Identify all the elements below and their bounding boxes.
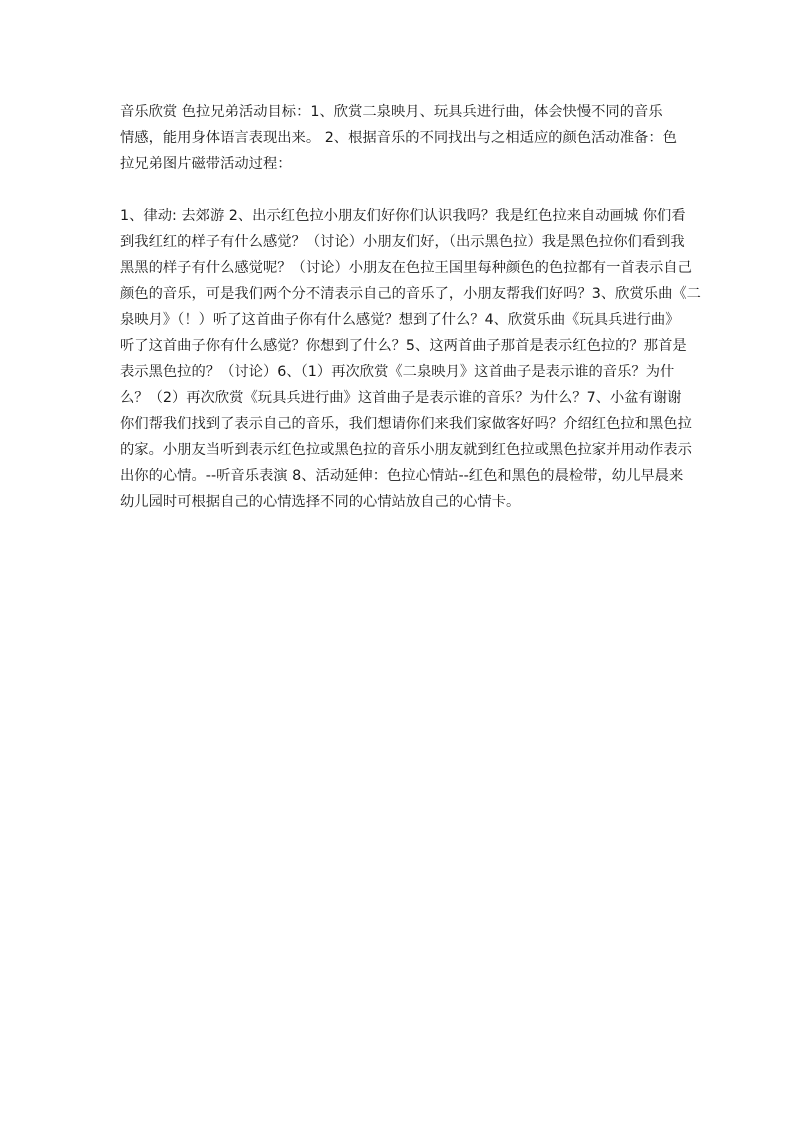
text-line: 颜色的音乐，可是我们两个分不清表示自己的音乐了，小朋友帮我们好吗？3、欣赏乐曲《二 — [120, 286, 701, 302]
text-line: 幼儿园时可根据自己的心情选择不同的心情站放自己的心情卡。 — [120, 494, 521, 510]
text-line: 表示黑色拉的？（讨论）6、（1）再次欣赏《二泉映月》这首曲子是表示谁的音乐？为什 — [120, 364, 675, 380]
text-line: 1、律动: 去郊游 2、出示红色拉小朋友们好你们认识我吗？我是红色拉来自动画城 你们看 — [120, 208, 686, 224]
text-line: 泉映月》（！）听了这首曲子你有什么感觉？想到了什么？4、欣赏乐曲《玩具兵进行曲》 — [120, 312, 680, 328]
text-line: 到我红红的样子有什么感觉？（讨论）小朋友们好，（出示黑色拉）我是黑色拉你们看到我 — [120, 234, 685, 250]
paragraph-spacer — [120, 177, 676, 203]
text-line: 情感，能用身体语言表现出来。 2、根据音乐的不同找出与之相适应的颜色活动准备：色 — [120, 130, 677, 146]
paragraph-2 — [120, 203, 701, 515]
text-line: 你们帮我们找到了表示自己的音乐，我们想请你们来我们家做客好吗？介绍红色拉和黑色拉 — [120, 416, 692, 432]
text-line: 音乐欣赏 色拉兄弟活动目标：1、欣赏二泉映月、玩具兵进行曲，体会快慢不同的音乐 — [120, 104, 663, 120]
text-line: 拉兄弟图片磁带活动过程： — [120, 156, 292, 172]
text-line: 黑黑的样子有什么感觉呢？（讨论）小朋友在色拉王国里每种颜色的色拉都有一首表示自己 — [120, 260, 692, 276]
text-line: 出你的心情。--听音乐表演 8、活动延伸：色拉心情站--红色和黑色的晨检带，幼儿早晨来 — [120, 468, 684, 484]
text-line: 听了这首曲子你有什么感觉？你想到了什么？5、这两首曲子那首是表示红色拉的？那首是 — [120, 338, 687, 354]
paragraph-1 — [120, 99, 676, 177]
text-line: 的家。小朋友当听到表示红色拉或黑色拉的音乐小朋友就到红色拉或黑色拉家并用动作表示 — [120, 442, 692, 458]
document-body — [120, 99, 701, 515]
text-line: 么？（2）再次欣赏《玩具兵进行曲》这首曲子是表示谁的音乐？为什么？7、小盆有谢谢 — [120, 390, 682, 406]
